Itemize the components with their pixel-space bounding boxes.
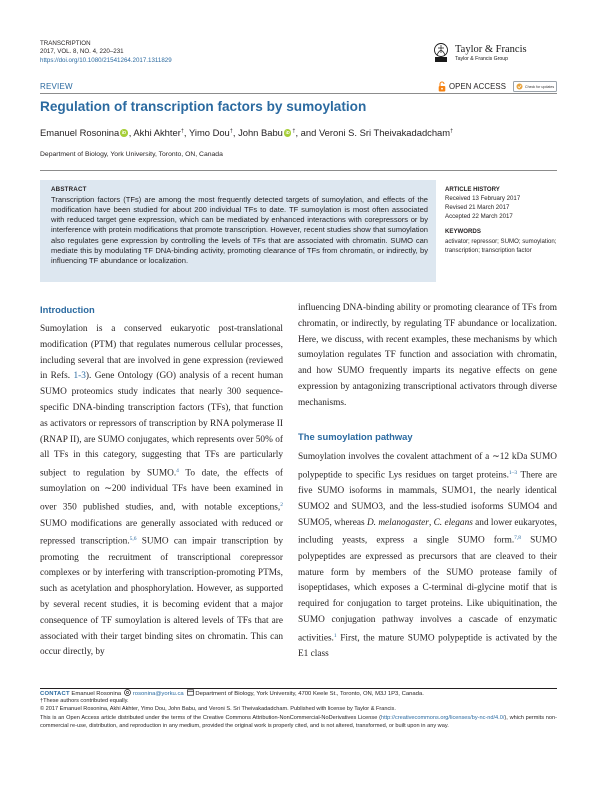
journal-volume: 2017, VOL. 8, NO. 4, 220–231 (40, 48, 124, 56)
contact-label: CONTACT (40, 691, 70, 697)
citation-link[interactable]: 1–3 (508, 469, 518, 476)
introduction-body: Sumoylation is a conserved eukaryotic post-translational modification (PTM) that regulates numerous cellular processes, including several that are involved in gene expression (reviewed in Refs. 1-3). Gene Ontology (GO) analysis of a recent human SUMO proteomics study indicates that nearly 300 sequence-specific DNA-binding transcription factors (TFs), that function as activators or repressors of transcription by RNA polymerase II (RNAP II), are SUMO conjugates, which represents over 50% of all TFs in this category, suggesting that TFs are particularly subject to regulation by SUMO.$^4$ To date, the effects of sumoylation on ∼200 individual TFs have been examined in over 350 published studies, and, with notable exceptions,$^2$ SUMO modifications are generally associated with reduced or repressed transcription.$^{5,6}$ SUMO can impair transcription by promoting the recruitment of transcriptional corepressor complexes or by interfering with transcription-promoting PTMs, such as acetylation and phosphorylation. However, as supported by several recent studies, it is becoming evident that a major consequence of TF sumoylation is altered levels of TFs that are associated with their target binding sites on chromatin. This can occur directly, by (40, 324, 284, 658)
taylor-francis-logo-icon (431, 42, 451, 64)
article-type: REVIEW (40, 82, 73, 91)
orcid-icon[interactable] (284, 129, 292, 137)
equal-contribution-note: †These authors contributed equally. (40, 698, 129, 704)
citation-link[interactable]: 7,8 (514, 535, 522, 542)
email-icon (124, 689, 131, 696)
author-list: Emanuel RosoninaiD , Akhi Akhter†, Yimo Dou†, John BabuiD †, and Veroni S. Sri Theivakadadcham† (40, 127, 453, 138)
introduction-heading: Introduction (40, 304, 95, 315)
check-updates-label: Check for updates (525, 84, 555, 89)
affiliation: Department of Biology, York University, Toronto, ON, Canada (40, 151, 223, 158)
publisher-group: Taylor & Francis Group (455, 56, 509, 62)
contact-line (40, 689, 424, 697)
history-heading: ARTICLE HISTORY (445, 186, 500, 193)
contact-address: Department of Biology, York University, 4700 Keele St., Toronto, ON, M3J 1P3, Canada. (195, 691, 424, 697)
article-title: Regulation of transcription factors by sumoylation (40, 99, 367, 114)
contact-name: Emanuel Rosonina (71, 691, 122, 697)
abstract-heading: ABSTRACT (51, 186, 87, 193)
license-link[interactable]: http://creativecommons.org/licenses/by-nc-nd/4.0/ (380, 715, 505, 721)
author-name[interactable]: Akhi Akhter (133, 127, 181, 138)
address-icon (187, 689, 194, 696)
citation-link[interactable]: 1-3 (73, 371, 86, 382)
author-name[interactable]: Emanuel Rosonina (40, 127, 120, 138)
keywords-heading: KEYWORDS (445, 228, 481, 235)
abstract-text: Transcription factors (TFs) are among the most frequently detected targets of sumoylation, and effects of the modification have been studied for about 200 individual TFs to date. TF sumoylation is most often associated with reduced target gene expression, which can be mediated by enhanced interactions with corepressors or by interference with protein modifications that promote transcription. However, recent studies show that sumoylation also regulates gene expression by controlling the levels of TFs that are associated with chromatin. SUMO can mediate this by modulating TF DNA-binding activity, promoting clearance of TFs from chromatin, or indirectly, by influencing TF abundance or localization. (51, 195, 428, 265)
author-name[interactable]: Veroni S. Sri Theivakadadcham (318, 127, 451, 138)
check-for-updates-button[interactable] (513, 81, 557, 92)
received-date: Received 13 February 2017 (445, 195, 521, 202)
title-divider (40, 170, 557, 171)
contact-email[interactable]: rosonina@yorku.ca (132, 691, 184, 697)
citation-link[interactable]: 4 (176, 468, 179, 475)
license-text: This is an Open Access article distributed under the terms of the Creative Commons Attribution-NonCommercial-NoDerivatives License (http://creativecommons.org/licenses/by-nc-nd/4.0/), which permits non-commercial re-use, distribution, and reproduction in any medium, provided the original work is properly cited, and is not altered, transformed, or built upon in any way. (40, 715, 557, 730)
keywords-text: activator; repressor; SUMO; sumoylation; transcription; transcription factor (445, 238, 557, 254)
citation-link[interactable]: 2 (280, 502, 283, 509)
author-name[interactable]: Yimo Dou (188, 127, 230, 138)
publisher-logo[interactable] (431, 42, 556, 64)
open-access-badge (438, 80, 506, 92)
copyright-notice: © 2017 Emanuel Rosonina, Akhi Akhter, Yimo Dou, John Babu, and Veroni S. Sri Theivakadadcham. Published with license by Taylor & Francis. (40, 706, 396, 712)
citation-link[interactable]: 1 (333, 632, 337, 639)
publisher-name: Taylor & Francis (455, 44, 527, 55)
revised-date: Revised 21 March 2017 (445, 204, 510, 211)
orcid-icon[interactable] (120, 129, 128, 137)
citation-link[interactable]: 5,6 (129, 536, 137, 543)
accepted-date: Accepted 22 March 2017 (445, 213, 513, 220)
sumoylation-pathway-heading: The sumoylation pathway (298, 431, 413, 442)
journal-info (40, 40, 172, 65)
journal-name: TRANSCRIPTION (40, 40, 91, 47)
sumoylation-pathway-body: Sumoylation involves the covalent attachment of a ∼12 kDa SUMO polypeptide to specific Lys residues on target proteins.$^{1-3}$ There are five SUMO isoforms in mammals, SUMO1, the nearly identical SUMO2 and SUMO3, and the less-studied isoforms SUMO4 and SUMO5, whereas D. melanogaster, C. elegans and lower eukaryotes, including yeasts, express a single SUMO form.$^{7,8}$ SUMO polypeptides are expressed as precursors that are cleaved to their mature form by members of the SUMO protease family of isopeptidases, which exposes a C-terminal di-glycine motif that is required for conjugation to target proteins. Like ubiquitination, the SUMO conjugation pathway involves a cascade of enzymatic activities.$^1$ First, the mature SUMO polypeptide is activated by the E1 class (298, 452, 558, 660)
open-access-label: OPEN ACCESS (449, 81, 506, 91)
doi-link[interactable]: https://doi.org/10.1080/21541264.2017.1311829 (40, 56, 172, 64)
open-lock-icon (438, 81, 446, 92)
right-column-continuation: influencing DNA-binding ability or promoting clearance of TFs from chromatin, or indirectly, by regulating TF abundance or localization. Here, we discuss, with recent examples, these mechanisms by which sumoylation regulates TF function and association with chromatin, and how SUMO frequently imparts its negative effects on gene expression by antagonizing transcriptional activators through diverse mechanisms. (298, 303, 557, 408)
header-divider (40, 93, 557, 94)
author-name[interactable]: John Babu (238, 127, 283, 138)
check-updates-icon (516, 83, 523, 90)
